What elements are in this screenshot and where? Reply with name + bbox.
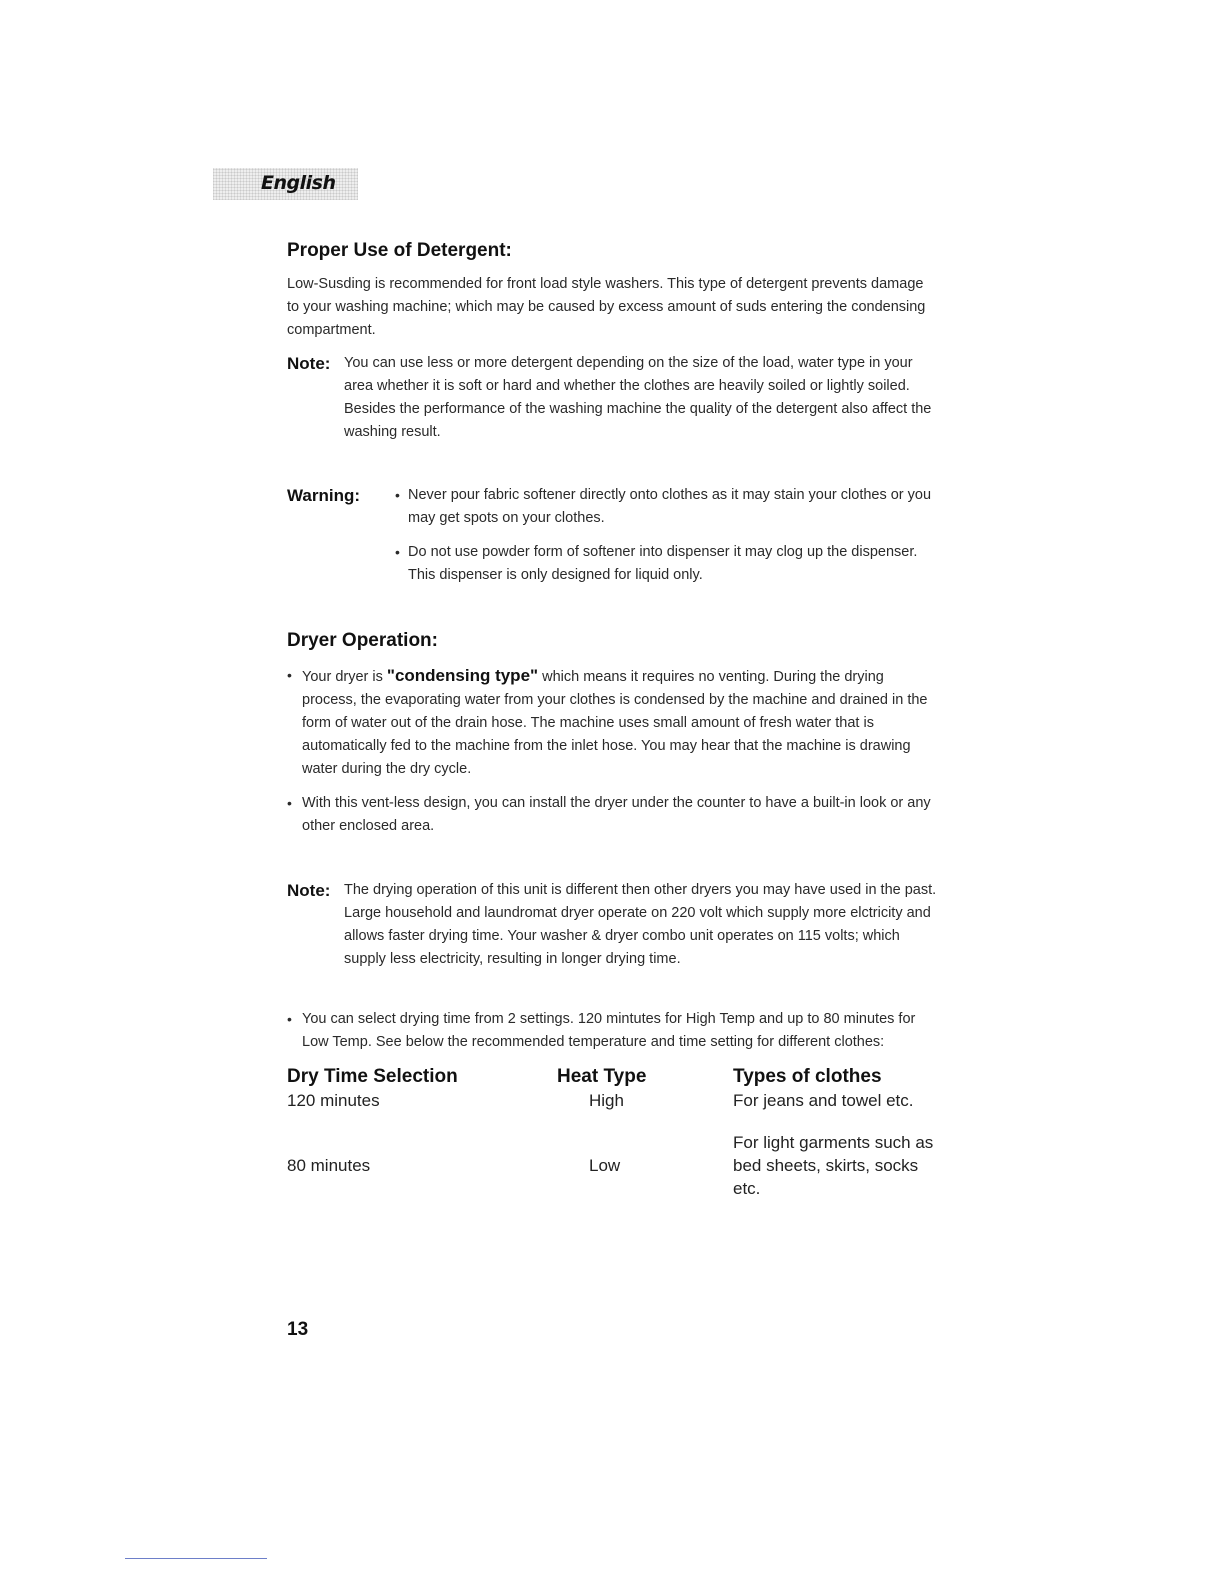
note-label: Note: [287, 881, 331, 900]
dryer-bullet-ventless: • With this vent-less design, you can install the dryer under the counter to have a built-in look or any other enclosed area. [287, 792, 937, 838]
bullet-text-pre: Your dryer is [302, 669, 387, 685]
warning-item: • Do not use powder form of softener into dispenser it may clog up the dispenser. This dispenser is only designed for liquid only. [395, 541, 937, 587]
dryer-bullet-condensing [287, 664, 937, 781]
note-text: The drying operation of this unit is different then other dryers you may have used in the past. Large household and laundromat dryer operate on 220 volt which supply more elctricity and allows faster drying time. Your washer & dryer combo unit operates on 115 volts; which supply less electricity, resulting in longer drying time. [344, 882, 937, 967]
table-cell: For jeans and towel etc. [733, 1091, 914, 1110]
detergent-note [287, 352, 937, 444]
dryer-heading: Dryer Operation: [287, 630, 438, 651]
column-header: Types of clothes [733, 1066, 882, 1087]
detergent-warning [287, 484, 937, 587]
condensing-type-emphasis: "condensing type" [386, 666, 539, 685]
warning-label: Warning: [287, 486, 361, 505]
drying-time-bullet: • You can select drying time from 2 settings. 120 mintutes for High Temp and up to 80 minutes for Low Temp. See below the recommended temperature and time setting for different clothes: [287, 1008, 937, 1054]
bullet-text-post: which means it requires no venting. During the drying process, the evaporating water from your clothes is condensed by the machine and drained in the form of water out of the drain hose. The machine uses small amount of fresh water that is automatically fed to the machine from the inlet hose. You may hear that the machine is drawing water during the dry cycle. [302, 669, 928, 777]
detergent-heading: Proper Use of Detergent: [287, 240, 512, 261]
note-label: Note: [287, 354, 331, 373]
dryer-bullets [287, 664, 937, 838]
page-number: 13 [287, 1319, 309, 1340]
table-cell: For light garments such as bed sheets, skirts, socks etc. [733, 1133, 934, 1198]
table-cell: High [589, 1091, 624, 1110]
language-tab [213, 168, 358, 200]
table-cell: 80 minutes [287, 1156, 371, 1175]
page-content [287, 240, 937, 1225]
column-header: Dry Time Selection [287, 1066, 458, 1087]
detergent-body: Low-Susding is recommended for front load style washers. This type of detergent prevents damage to your washing machine; which may be caused by excess amount of suds entering the condensing compartment. [287, 276, 926, 338]
dryer-note [287, 879, 937, 971]
dry-time-table [287, 1065, 937, 1225]
table-cell: Low [589, 1156, 621, 1175]
table-cell: 120 minutes [287, 1091, 380, 1110]
heat-type-column [557, 1065, 697, 1177]
dry-time-column [287, 1065, 527, 1177]
language-label: English [261, 172, 336, 194]
clothes-type-column [733, 1065, 943, 1200]
footer-divider [125, 1558, 267, 1559]
warning-item: • Never pour fabric softener directly onto clothes as it may stain your clothes or you may get spots on your clothes. [395, 484, 937, 530]
column-header: Heat Type [557, 1066, 647, 1087]
note-text: You can use less or more detergent depending on the size of the load, water type in your area whether it is soft or hard and whether the clothes are heavily soiled or lightly soiled. Besides the performance of the washing machine the quality of the detergent also affect the washing result. [344, 355, 932, 440]
